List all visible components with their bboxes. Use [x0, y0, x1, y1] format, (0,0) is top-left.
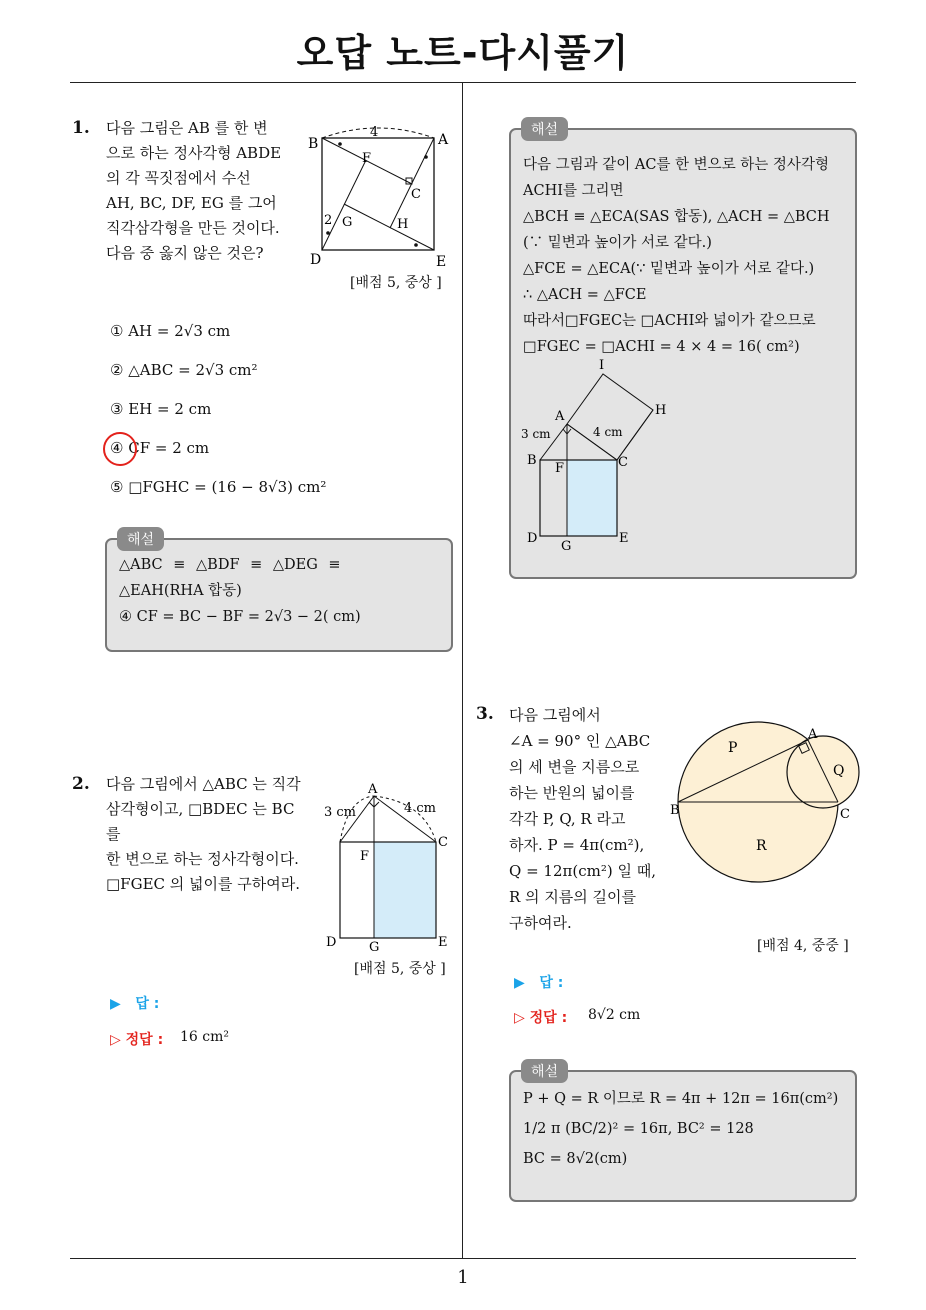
- q1-label-G: G: [342, 215, 353, 230]
- q1-score: [배점 5, 중상 ]: [350, 275, 442, 291]
- fig2-label-E: E: [619, 531, 629, 546]
- q2-expl-line: □FGEC = □ACHI = 4 × 4 = 16( cm²): [523, 339, 800, 355]
- q3-expl-line: BC = 8√2(cm): [523, 1151, 628, 1167]
- fig2-label-A: A: [555, 409, 565, 424]
- q1-label-F: F: [362, 151, 372, 166]
- q3-line: Q = 12π(cm²) 일 때,: [509, 862, 656, 880]
- q1-expl-line: △ABC ≡ △BDF ≡ △DEG ≡: [119, 557, 341, 573]
- bottom-divider: [70, 1258, 856, 1259]
- q2-correct-value: 16 cm²: [180, 1029, 229, 1045]
- q2-explanation-figure: [515, 354, 685, 554]
- q1-line: 으로 하는 정사각형 ABDE: [106, 144, 282, 162]
- q1-label-B: B: [308, 136, 319, 152]
- q3-figure: [668, 700, 868, 895]
- q1-label-D: D: [310, 252, 322, 268]
- q3-label-B: B: [670, 803, 680, 818]
- q1-line: 직각삼각형을 만든 것이다.: [106, 219, 280, 237]
- q2-expl-line: ACHI를 그리면: [523, 183, 624, 199]
- q3-correct-label: ▷ 정답 :: [514, 1010, 568, 1026]
- fig2-label-C: C: [618, 455, 628, 470]
- q2-label-D: D: [326, 935, 337, 950]
- q3-line: 다음 그림에서: [509, 706, 601, 724]
- q3-line: R 의 지름의 길이를: [509, 888, 637, 906]
- fig2-label-B: B: [527, 453, 537, 468]
- q1-label-H: H: [397, 217, 409, 232]
- q2-line: □FGEC 의 넓이를 구하여라.: [106, 875, 300, 893]
- q2-label-E: E: [438, 935, 448, 950]
- q2-label-ab: 3 cm: [324, 805, 357, 820]
- q1-choice-1[interactable]: ① AH = 2√3 cm: [110, 322, 231, 340]
- fig2-label-I: I: [599, 358, 605, 373]
- q1-line: 다음 중 옳지 않은 것은?: [106, 244, 264, 262]
- q3-label-A: A: [808, 727, 818, 742]
- q2-expl-line: ∴ △ACH = △FCE: [523, 287, 647, 303]
- q1-choice-5[interactable]: ⑤ □FGHC = (16 − 8√3) cm²: [110, 478, 327, 496]
- q3-explanation-tag: 해설: [521, 1059, 568, 1083]
- q2-expl-line: △FCE = △ECA(∵ 밑변과 높이가 서로 같다.): [523, 261, 815, 277]
- q2-label-G: G: [369, 940, 380, 955]
- q1-line: AH, BC, DF, EG 를 그어: [106, 194, 277, 212]
- q2-text: [106, 772, 311, 897]
- q1-expl-line: ④ CF = BC − BF = 2√3 − 2( cm): [119, 609, 361, 625]
- q3-label-P: P: [728, 740, 738, 756]
- q1-label-top: 4: [370, 125, 379, 140]
- q1-explanation-box: [105, 538, 453, 652]
- selected-answer-circle: [103, 432, 137, 466]
- q2-expl-line: △BCH ≡ △ECA(SAS 합동), △ACH = △BCH: [523, 209, 830, 225]
- fig2-label-H: H: [655, 403, 667, 418]
- fig2-label-G: G: [561, 539, 572, 554]
- q3-score: [배점 4, 중중 ]: [757, 938, 849, 954]
- q2-answer-label: ▶ 답 :: [110, 996, 160, 1012]
- q1-explanation-tag: 해설: [117, 527, 164, 551]
- q2-answer-text: 답 :: [135, 996, 160, 1012]
- q1-figure: [300, 120, 460, 270]
- q3-line: 하는 반원의 넓이를: [509, 784, 635, 802]
- q3-label-Q: Q: [833, 763, 845, 779]
- q2-line: 다음 그림에서 △ABC 는 직각: [106, 775, 301, 793]
- q3-answer-label: ▶ 답 :: [514, 975, 564, 991]
- q3-label-C: C: [840, 807, 850, 822]
- page-title: 오답 노트-다시풀기: [296, 31, 630, 75]
- q3-line: 각각 P, Q, R 라고: [509, 810, 626, 828]
- q2-label-C: C: [438, 835, 448, 850]
- q1-choice-4[interactable]: ④ CF = 2 cm: [110, 439, 210, 457]
- q1-label-A: A: [438, 132, 449, 148]
- q3-answer-text: 답 :: [539, 975, 564, 991]
- q2-figure: [320, 780, 460, 955]
- top-divider: [70, 82, 856, 83]
- q1-label-E: E: [436, 254, 447, 270]
- fig2-label-D: D: [527, 531, 538, 546]
- q2-expl-line: 다음 그림과 같이 AC를 한 변으로 하는 정사각형: [523, 157, 829, 173]
- q3-line: 구하여라.: [509, 914, 572, 932]
- q2-line: 한 변으로 하는 정사각형이다.: [106, 850, 299, 868]
- q3-line: 하자. P = 4π(cm²),: [509, 836, 645, 854]
- fig2-label-ab: 3 cm: [521, 427, 551, 441]
- q1-expl-line: △EAH(RHA 합동): [119, 583, 242, 599]
- q1-line: 다음 그림은 AB 를 한 변: [106, 119, 268, 137]
- q1-label-C: C: [411, 187, 421, 202]
- q3-explanation-box: [509, 1070, 857, 1202]
- q2-line: 삼각형이고, □BDEC 는 BC 를: [106, 800, 295, 843]
- q3-text: [509, 702, 669, 936]
- q3-expl-line: 1/2 π (BC/2)² = 16π, BC² = 128: [523, 1121, 754, 1137]
- q3-line: 의 세 변을 지름으로: [509, 758, 640, 776]
- q3-expl-line: P + Q = R 이므로 R = 4π + 12π = 16π(cm²): [523, 1091, 839, 1107]
- q2-correct-label: ▷ 정답 :: [110, 1032, 164, 1048]
- q3-correct-text: 정답 :: [529, 1010, 568, 1026]
- q2-expl-line: (∵ 밑변과 높이가 서로 같다.): [523, 235, 712, 251]
- page-number: 1: [457, 1267, 469, 1288]
- q2-label-ac: 4 cm: [404, 801, 437, 816]
- q1-choice-3[interactable]: ③ EH = 2 cm: [110, 400, 212, 418]
- q1-label-side: 2: [324, 213, 333, 228]
- q3-number: 3.: [476, 704, 494, 724]
- q2-label-F: F: [360, 849, 370, 864]
- q1-line: 의 각 꼭짓점에서 수선: [106, 169, 251, 187]
- q1-number: 1.: [72, 118, 90, 138]
- q3-line: ∠A = 90° 인 △ABC: [509, 732, 651, 750]
- fig2-label-F: F: [555, 461, 565, 476]
- q2-label-A: A: [368, 782, 378, 797]
- q2-correct-text: 정답 :: [125, 1032, 164, 1048]
- q2-score: [배점 5, 중상 ]: [354, 961, 446, 977]
- q2-explanation-tag: 해설: [521, 117, 568, 141]
- q3-label-R: R: [756, 838, 767, 854]
- q3-correct-value: 8√2 cm: [588, 1007, 641, 1023]
- q2-fgec: [374, 842, 436, 938]
- q1-text: [106, 116, 296, 266]
- fig2-label-ac: 4 cm: [593, 425, 623, 439]
- q2-number: 2.: [72, 774, 90, 794]
- column-divider: [462, 83, 463, 1258]
- q1-choice-2[interactable]: ② △ABC = 2√3 cm²: [110, 361, 258, 379]
- q2-expl-line: 따라서□FGEC는 □ACHI와 넓이가 같으므로: [523, 313, 816, 329]
